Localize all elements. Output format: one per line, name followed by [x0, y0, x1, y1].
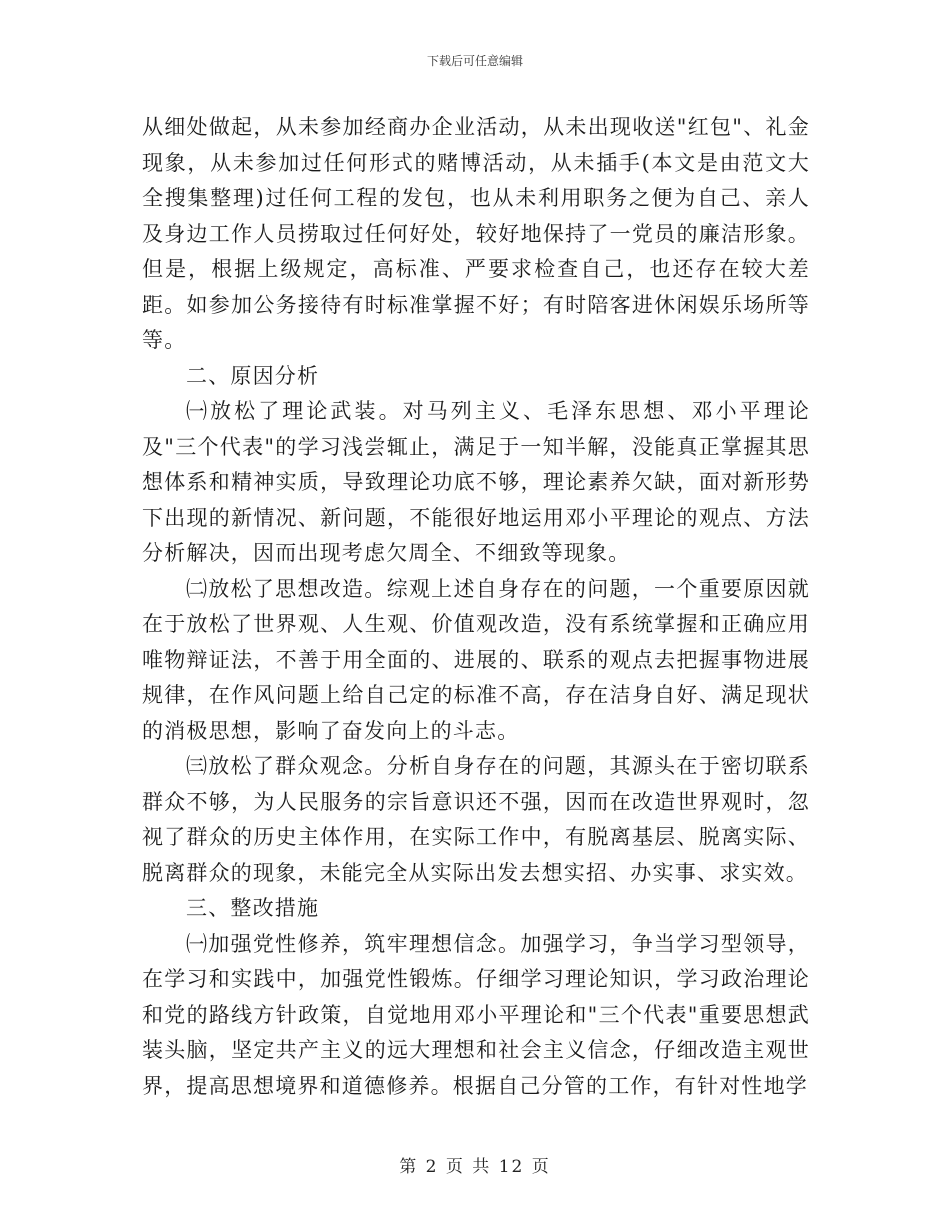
page-number-label: 第 2 页 共 12 页 [399, 1157, 551, 1177]
paragraph-mass-view: ㈢放松了群众观念。分析自身存在的问题，其源头在于密切联系群众不够，为人民服务的宗旨意识还不强，因而在改造世界观时，忽视了群众的历史主体作用，在实际工作中，有脱离基层、脱离实际、脱离群众的现象，未能完全从实际出发去想实招、办实事、求实效。 [142, 754, 810, 885]
page-header-note: 下载后可任意编辑 [426, 54, 523, 68]
paragraph-party-spirit: ㈠加强党性修养，筑牢理想信念。加强学习，争当学习型领导，在学习和实践中，加强党性锻炼。仔细学习理论知识，学习政治理论和党的路线方针政策，自觉地用邓小平理论和"三个代表"重要思想武装头脑，坚定共产主义的远大理想和社会主义信念，仔细改造主观世界，提高思想境界和道德修养。根据自己分管的工作，有针对性地学 [142, 931, 810, 1098]
section-heading-cause-analysis: 二、原因分析 [186, 363, 320, 388]
paragraph-continuation: 从细处做起，从未参加经商办企业活动，从未出现收送"红包"、礼金现象，从未参加过任何形式的赌博活动，从未插手(本文是由范文大全搜集整理)过任何工程的发包，也从未利用职务之便为自己、亲人及身边工作人员捞取过任何好处，较好地保持了一党员的廉洁形象。但是，根据上级规定，高标准、严要求检查自己，也还存在较大差距。如参加公务接待有时标准掌握不好；有时陪客进休闲娱乐场所等等。 [142, 115, 810, 352]
page-number-footer [0, 1152, 950, 1177]
section-heading-rectification: 三、整改措施 [186, 896, 320, 920]
paragraph-thought-reform: ㈡放松了思想改造。综观上述自身存在的问题，一个重要原因就在于放松了世界观、人生观、价值观改造，没有系统掌握和正确应用唯物辩证法，不善于用全面的、进展的、联系的观点去把握事物进展规律，在作风问题上给自己定的标准不高，存在洁身自好、满足现状的消极思想，影响了奋发向上的斗志。 [142, 576, 810, 743]
document-body [142, 110, 810, 1104]
paragraph-theory: ㈠放松了理论武装。对马列主义、毛泽东思想、邓小平理论及"三个代表"的学习浅尝辄止，满足于一知半解，没能真正掌握其思想体系和精神实质，导致理论功底不够，理论素养欠缺，面对新形势下出现的新情况、新问题，不能很好地运用邓小平理论的观点、方法分析解决，因而出现考虑欠周全、不细致等现象。 [142, 399, 810, 565]
